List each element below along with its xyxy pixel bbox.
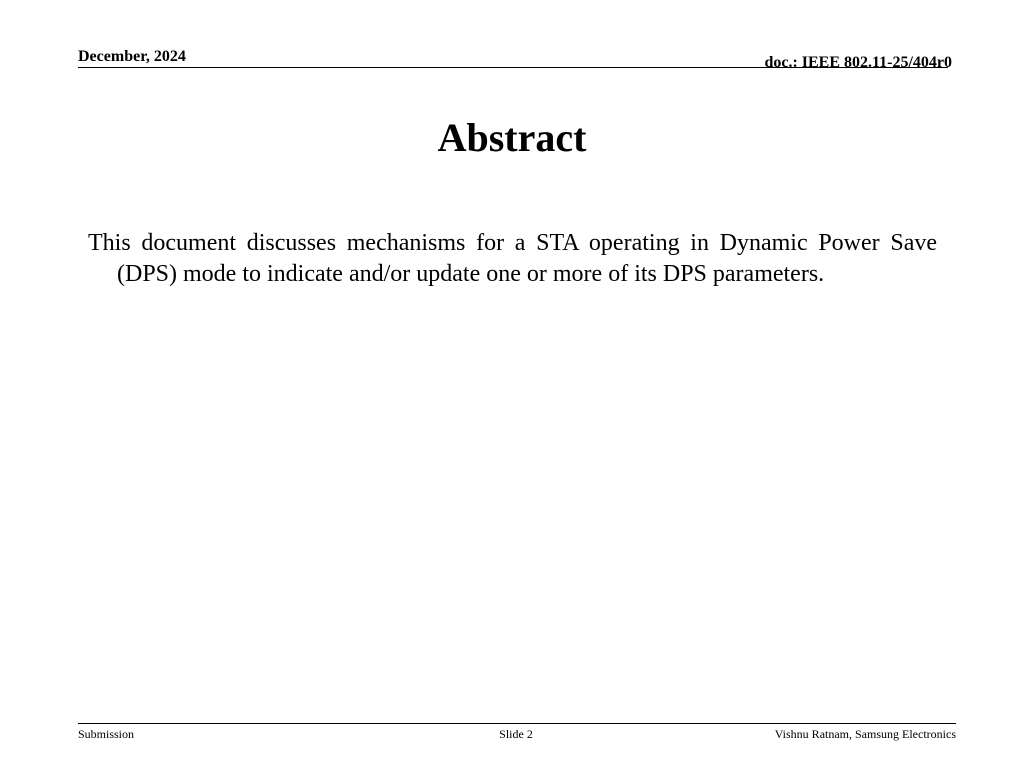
footer-submission: Submission — [78, 727, 135, 741]
slide-title: Abstract — [437, 115, 587, 160]
header-doc-id: doc.: IEEE 802.11-25/404r0 — [764, 54, 952, 71]
header-date: December, 2024 — [78, 48, 186, 65]
abstract-text: This document discusses mechanisms for a STA operating in Dynamic Power Save (DPS) mode to indicate and/or update one or more of its DPS parameters. — [88, 230, 937, 287]
footer-slide-number: Slide 2 — [499, 727, 533, 741]
footer-divider — [78, 723, 956, 724]
header-divider — [78, 67, 948, 68]
footer-author: Vishnu Ratnam, Samsung Electronics — [774, 727, 956, 741]
